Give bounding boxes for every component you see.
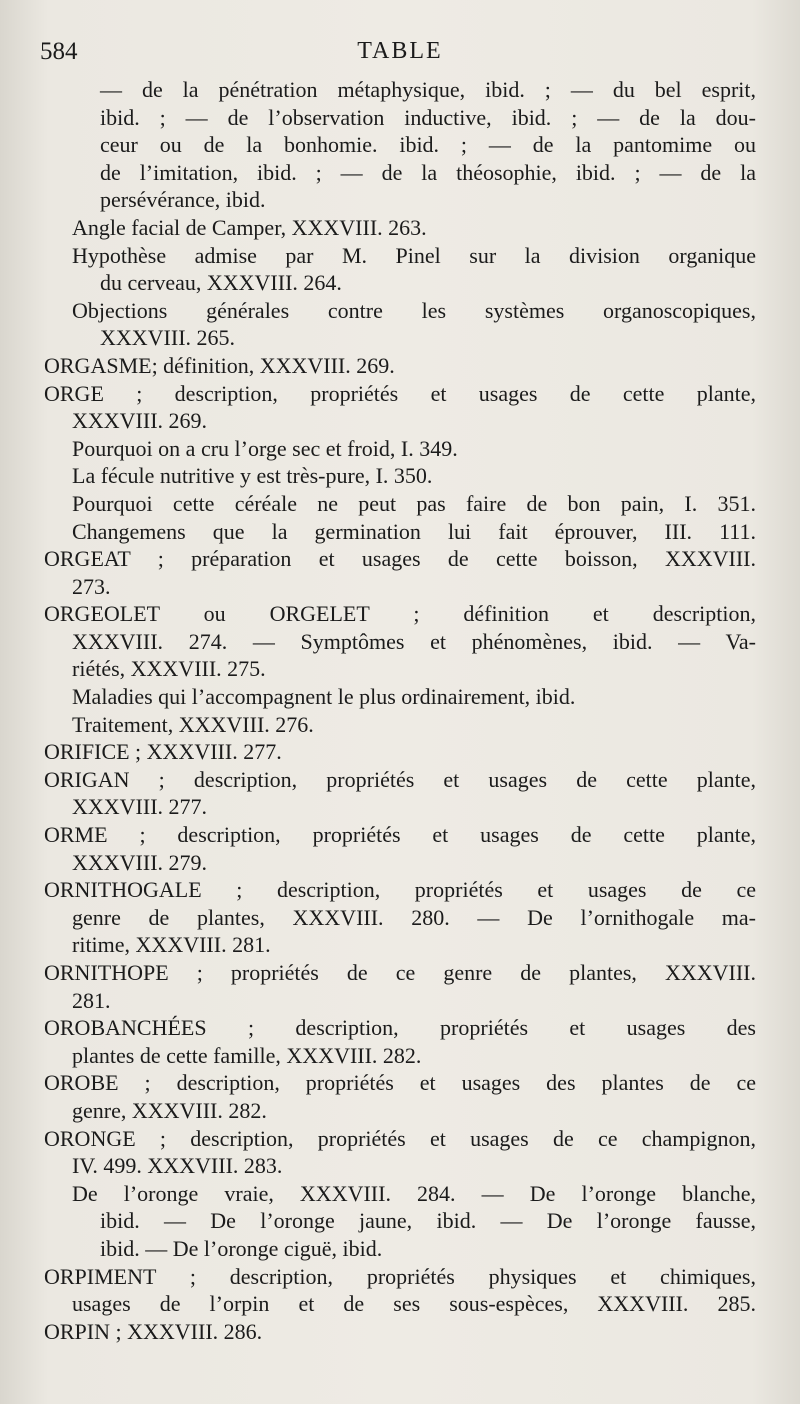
index-subentry-line: Pourquoi cette céréale ne peut pas faire de bon pain, I. 351.: [72, 490, 756, 516]
index-subentry-line: genre de plantes, XXXVIII. 280. — De l’ornithogale ma-: [72, 904, 756, 930]
index-subentry-line: 281.: [72, 987, 111, 1013]
index-subentry-line: riétés, XXXVIII. 275.: [72, 656, 266, 682]
index-subentry-line: XXXVIII. 265.: [100, 325, 236, 351]
index-subentry-line: Pourquoi on a cru l’orge sec et froid, I. 349.: [72, 435, 458, 461]
index-subentry-line: De l’oronge vraie, XXXVIII. 284. — De l’oronge blanche,: [72, 1180, 756, 1206]
index-subentry-line: ibid. — De l’oronge jaune, ibid. — De l’oronge fausse,: [100, 1208, 756, 1234]
index-subentry-line: ibid. ; — de l’observation inductive, ibid. ; — de la dou-: [100, 104, 756, 130]
index-subentry-line: Maladies qui l’accompagnent le plus ordinairement, ibid.: [72, 684, 576, 710]
index-entry-line: ORPIMENT ; description, propriétés physiques et chimiques,: [44, 1263, 756, 1289]
page-header: [40, 38, 760, 72]
index-subentry-line: IV. 499. XXXVIII. 283.: [72, 1153, 283, 1179]
index-subentry-line: XXXVIII. 274. — Symptômes et phénomènes, ibid. — Va-: [72, 628, 756, 654]
index-subentry-line: Changemens que la germination lui fait éprouver, III. 111.: [72, 518, 756, 544]
running-title: TABLE: [357, 38, 443, 64]
index-entry-line: ORME ; description, propriétés et usages de cette plante,: [44, 822, 756, 848]
index-entry-line: ORGEAT ; préparation et usages de cette boisson, XXXVIII.: [44, 546, 756, 572]
index-subentry-line: — de la pénétration métaphysique, ibid. ; — du bel esprit,: [100, 77, 756, 102]
index-entry-line: ORONGE ; description, propriétés et usages de ce champignon,: [44, 1125, 756, 1151]
index-subentry-line: Traitement, XXXVIII. 276.: [72, 711, 314, 737]
index-subentry-line: La fécule nutritive y est très-pure, I. 350.: [72, 463, 433, 489]
index-entry-line: OROBE ; description, propriétés et usages des plantes de ce: [44, 1070, 756, 1096]
index-subentry-line: plantes de cette famille, XXXVIII. 282.: [72, 1042, 422, 1068]
index-entries: [44, 76, 756, 1345]
index-entry-line: ORGEOLET ou ORGELET ; définition et description,: [44, 601, 756, 627]
index-subentry-line: ritime, XXXVIII. 281.: [72, 932, 271, 958]
index-subentry-line: Objections générales contre les systèmes organoscopiques,: [72, 297, 756, 323]
index-subentry-line: XXXVIII. 279.: [72, 849, 208, 875]
index-subentry-line: 273.: [72, 573, 111, 599]
index-subentry-line: Hypothèse admise par M. Pinel sur la division organique: [72, 242, 756, 268]
index-subentry-line: du cerveau, XXXVIII. 264.: [100, 270, 342, 296]
index-entry-line: ORNITHOPE ; propriétés de ce genre de plantes, XXXVIII.: [44, 960, 756, 985]
index-subentry-line: ceur ou de la bonhomie. ibid. ; — de la pantomime ou: [100, 132, 756, 158]
index-subentry-line: Angle facial de Camper, XXXVIII. 263.: [72, 214, 427, 240]
index-subentry-line: ibid. — De l’oronge ciguë, ibid.: [100, 1235, 383, 1261]
index-subentry-line: de l’imitation, ibid. ; — de la théosophie, ibid. ; — de la: [100, 159, 756, 185]
index-entry-line: ORNITHOGALE ; description, propriétés et usages de ce: [44, 877, 756, 903]
index-entry-line: ORIGAN ; description, propriétés et usages de cette plante,: [44, 766, 756, 792]
index-subentry-line: genre, XXXVIII. 282.: [72, 1097, 267, 1123]
page-number: 584: [40, 38, 78, 65]
index-subentry-line: XXXVIII. 269.: [72, 408, 208, 434]
index-entry-line: ORGASME; définition, XXXVIII. 269.: [44, 352, 395, 378]
index-subentry-line: persévérance, ibid.: [100, 187, 266, 213]
index-entry-line: ORPIN ; XXXVIII. 286.: [44, 1318, 263, 1344]
index-entry-line: ORGE ; description, propriétés et usages de cette plante,: [44, 380, 756, 406]
index-subentry-line: usages de l’orpin et de ses sous-espèces, XXXVIII. 285.: [72, 1291, 756, 1317]
index-entry-line: OROBANCHÉES ; description, propriétés et usages des: [44, 1015, 756, 1041]
index-subentry-line: XXXVIII. 277.: [72, 794, 208, 820]
index-entry-line: ORIFICE ; XXXVIII. 277.: [44, 739, 282, 765]
